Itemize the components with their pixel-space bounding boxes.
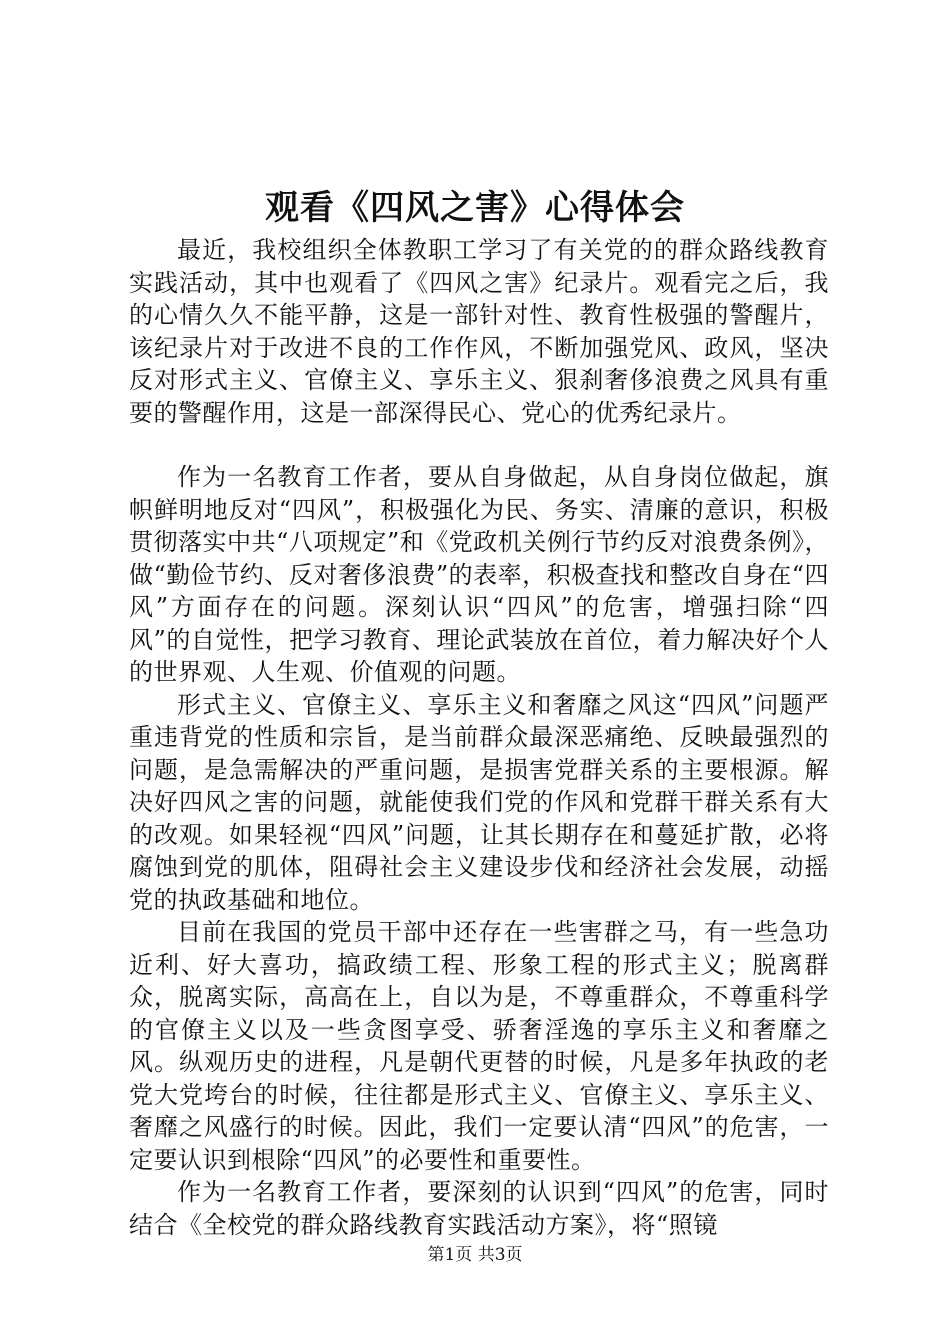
document-title: 观看《四风之害》心得体会: [265, 188, 685, 228]
paragraph: 作为一名教育工作者，要深刻的认识到“四风”的危害，同时结合《全校党的群众路线教育实践活动方案》，将“照镜: [129, 1178, 829, 1239]
page-number-footer: 第1页 共3页: [427, 1245, 523, 1265]
paragraph: 作为一名教育工作者，要从自身做起，从自身岗位做起，旗帜鲜明地反对“四风”，积极强化为民、务实、清廉的意识，积极贯彻落实中共“八项规定”和《党政机关例行节约反对浪费条例》，做“勤俭节约、反对奢侈浪费”的表率，积极查找和整改自身在“四风”方面存在的问题。深刻认识“四风”的危害，增强扫除“四风”的自觉性，把学习教育、理论武装放在首位，着力解决好个人的世界观、人生观、价值观的问题。: [129, 463, 829, 686]
document-body: [129, 234, 829, 1241]
paragraph: 最近，我校组织全体教职工学习了有关党的的群众路线教育实践活动，其中也观看了《四风之害》纪录片。观看完之后，我的心情久久不能平静，这是一部针对性、教育性极强的警醒片，该纪录片对于改进不良的工作作风，不断加强党风、政风，坚决反对形式主义、官僚主义、享乐主义、狠刹奢侈浪费之风具有重要的警醒作用，这是一部深得民心、党心的优秀纪录片。: [129, 236, 829, 427]
paragraph: 目前在我国的党员干部中还存在一些害群之马，有一些急功近利、好大喜功，搞政绩工程、形象工程的形式主义；脱离群众，脱离实际，高高在上，自以为是，不尊重群众，不尊重科学的官僚主义以及一些贪图享受、骄奢淫逸的享乐主义和奢靡之风。纵观历史的进程，凡是朝代更替的时候，凡是多年执政的老党大党垮台的时候，往往都是形式主义、官僚主义、享乐主义、奢靡之风盛行的时候。因此，我们一定要认清“四风”的危害，一定要认识到根除“四风”的必要性和重要性。: [129, 918, 829, 1174]
paragraph: 形式主义、官僚主义、享乐主义和奢靡之风这“四风”问题严重违背党的性质和宗旨，是当前群众最深恶痛绝、反映最强烈的问题，是急需解决的严重问题，是损害党群关系的主要根源。解决好四风之害的问题，就能使我们党的作风和党群干群关系有大的改观。如果轻视“四风”问题，让其长期存在和蔓延扩散，必将腐蚀到党的肌体，阻碍社会主义建设步伐和经济社会发展，动摇党的执政基础和地位。: [129, 690, 829, 914]
